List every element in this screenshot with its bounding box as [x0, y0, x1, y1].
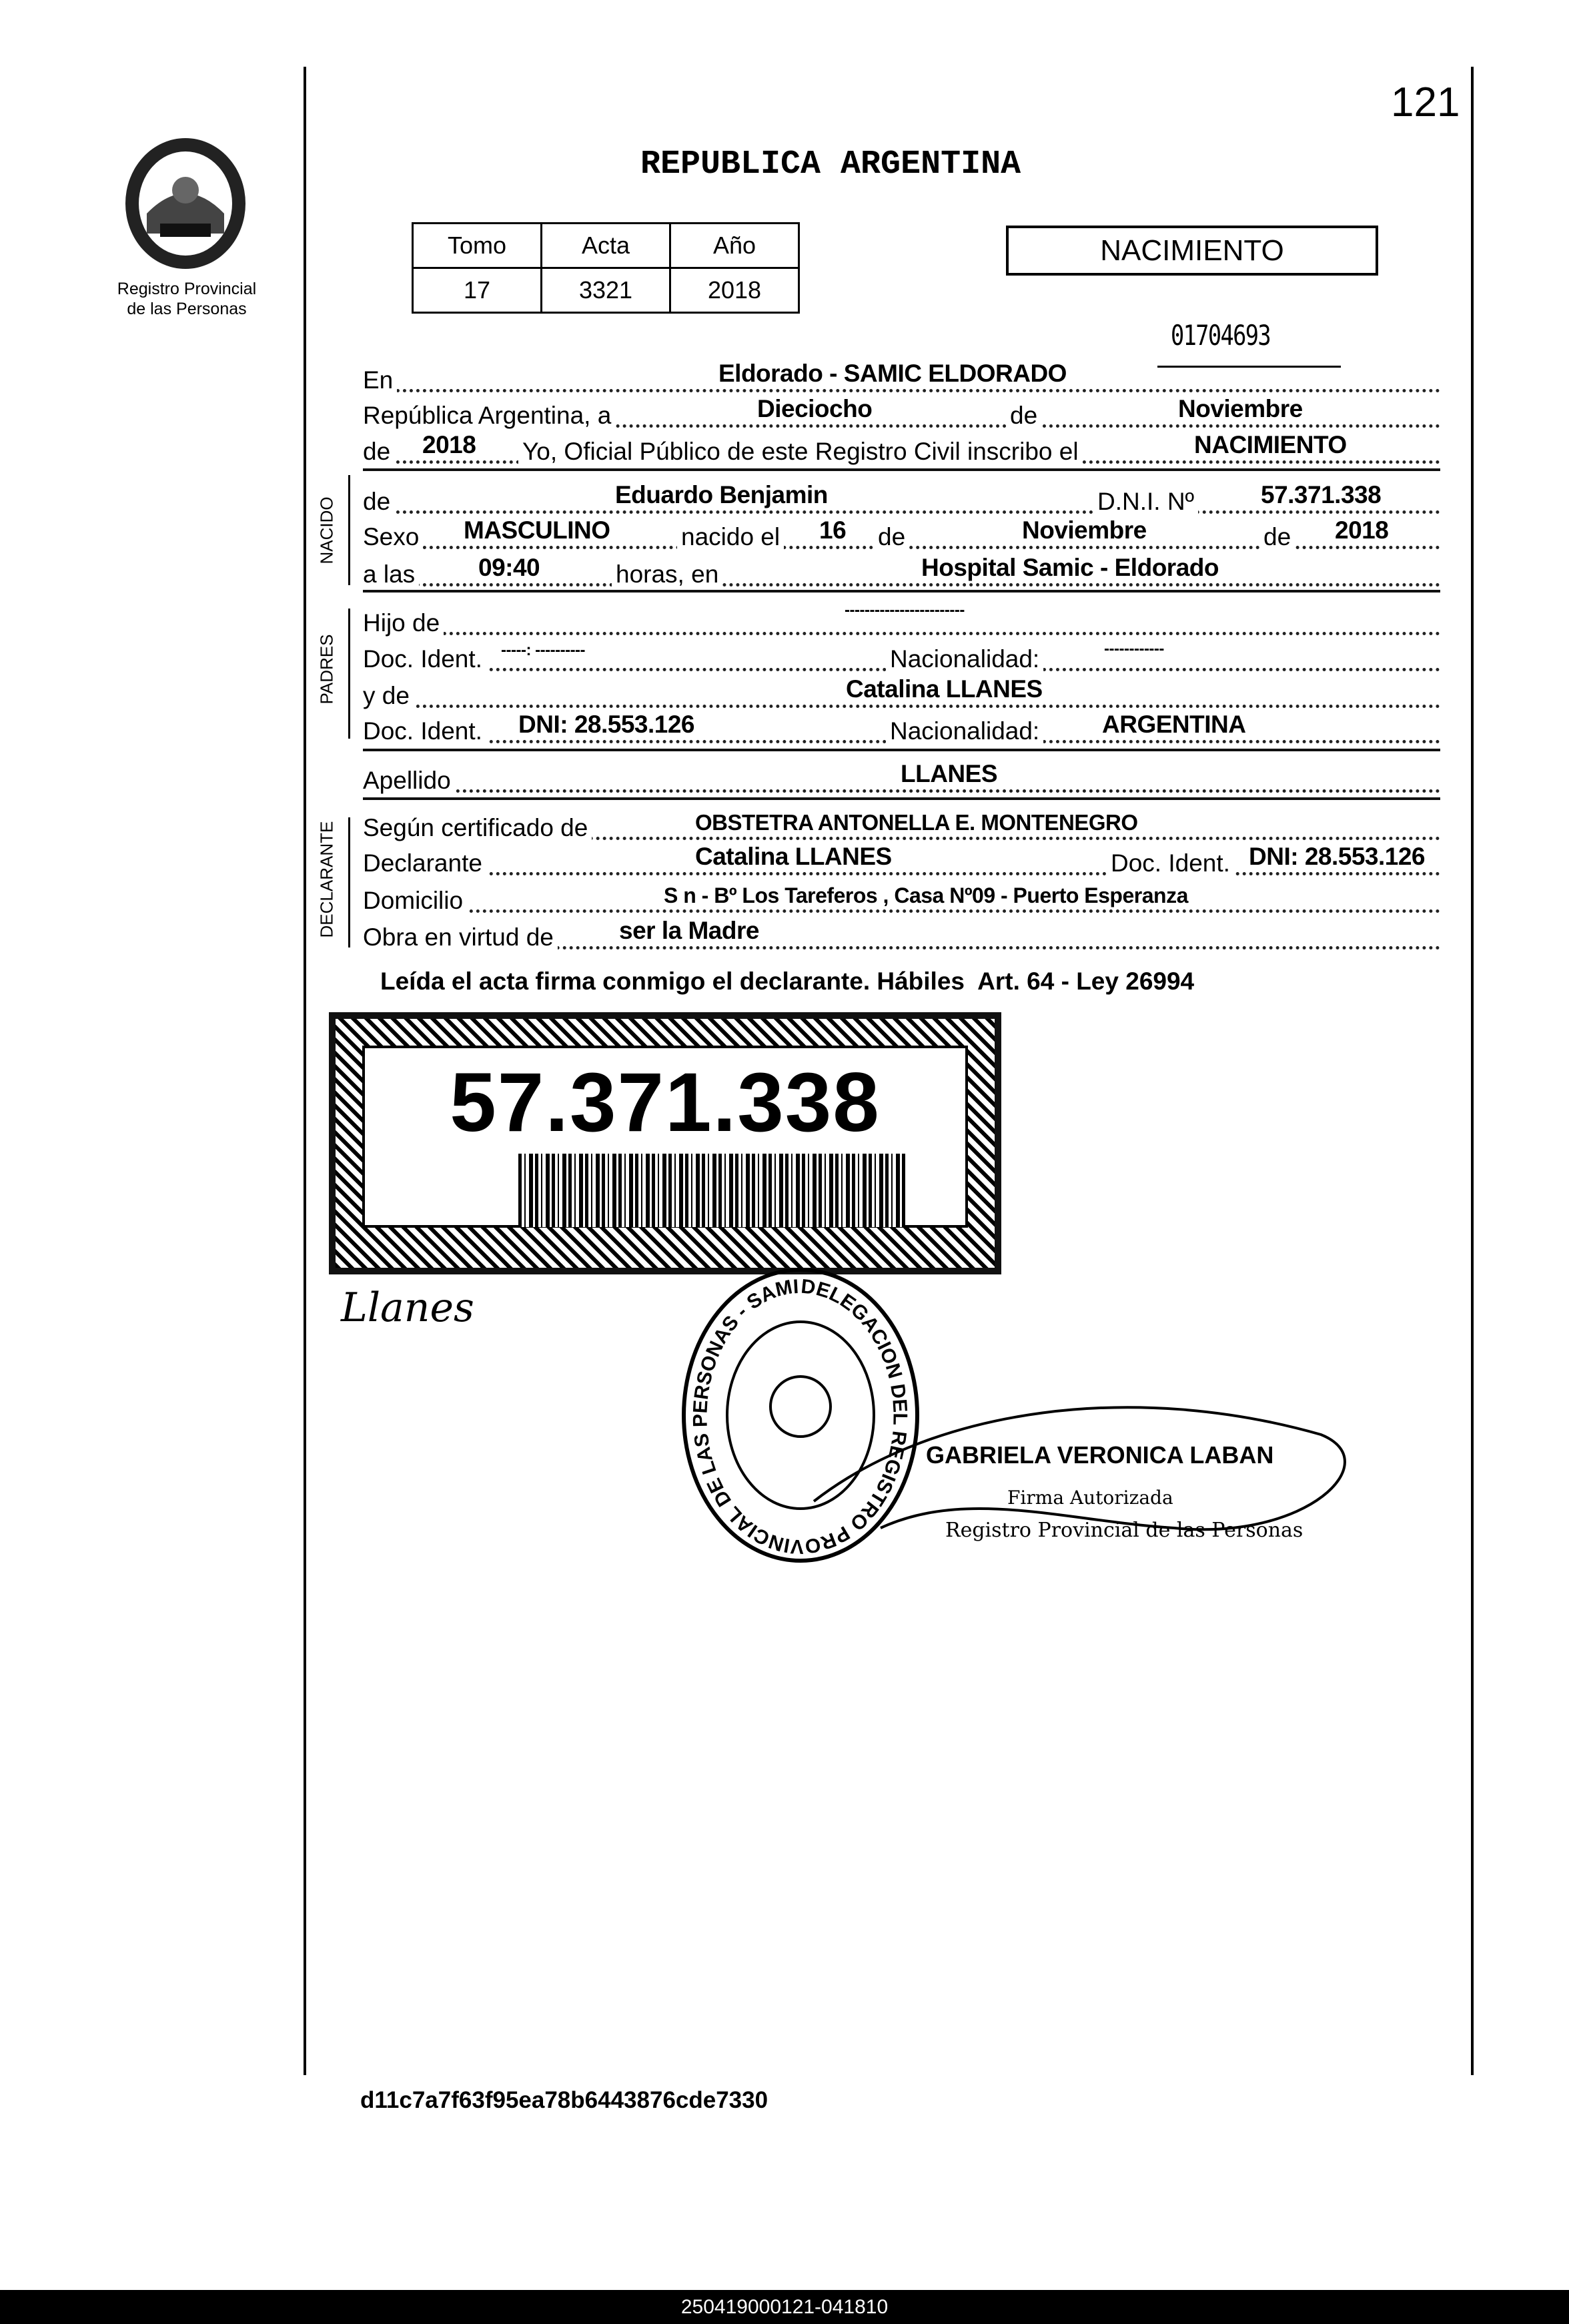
dni-stamp	[329, 1012, 1001, 1274]
label-apellido: Apellido	[363, 767, 455, 795]
row-doc-father	[363, 635, 1440, 671]
value-month: Noviembre	[1178, 395, 1303, 422]
row-year	[363, 427, 1440, 464]
value-surname: LLANES	[901, 760, 997, 787]
record-table	[412, 222, 800, 314]
value-acta: 3321	[542, 268, 670, 313]
footer-code: 250419000121-041810	[680, 2296, 889, 2318]
record-table-header	[413, 224, 799, 268]
label-nacionalidad-2: Nacionalidad:	[886, 717, 1043, 745]
value-mother: Catalina LLANES	[846, 675, 1043, 703]
declarante-bracket	[348, 817, 350, 947]
value-year: 2018	[422, 431, 476, 458]
row-sexo	[363, 512, 1440, 549]
value-sexo: MASCULINO	[464, 516, 610, 544]
label-de-year: de	[363, 438, 394, 466]
header-ano: Año	[670, 224, 799, 268]
label-de-2: de	[874, 523, 909, 551]
value-father-doc: -----: ----------	[501, 641, 586, 659]
value-address: S n - Bº Los Tareferos , Casa Nº09 - Puerto Esperanza	[664, 883, 1188, 907]
document-hash: d11c7a7f63f95ea78b6443876cde7330	[360, 2087, 768, 2113]
label-de-3: de	[1259, 523, 1295, 551]
nacido-bracket	[348, 475, 350, 585]
label-republica: República Argentina, a	[363, 402, 615, 430]
header-tomo: Tomo	[413, 224, 542, 268]
declarant-signature	[341, 1284, 474, 1331]
label-official: Yo, Oficial Público de este Registro Civil inscribo el	[518, 438, 1083, 466]
row-obra	[363, 913, 1440, 949]
divider	[363, 468, 1440, 471]
page-number: 121	[1391, 79, 1460, 125]
divider	[363, 797, 1440, 800]
row-en	[363, 356, 1440, 392]
value-declarant: Catalina LLANES	[695, 843, 892, 870]
value-birth-day: 16	[819, 516, 847, 544]
label-hijo: Hijo de	[363, 609, 444, 637]
value-time: 09:40	[478, 554, 540, 581]
divider	[363, 749, 1440, 751]
value-place: Eldorado - SAMIC ELDORADO	[718, 360, 1067, 387]
header-acta: Acta	[542, 224, 670, 268]
value-declarant-doc: DNI: 28.553.126	[1249, 843, 1426, 870]
section-declarante: DECLARANTE	[316, 821, 337, 938]
divider	[363, 590, 1440, 593]
value-ano: 2018	[670, 268, 799, 313]
value-mother-nationality: ARGENTINA	[1102, 711, 1246, 738]
dni-stamp-number: 57.371.338	[450, 1056, 881, 1149]
record-type-box: NACIMIENTO	[1006, 226, 1378, 276]
logo-caption-line1: Registro Provincial	[117, 280, 257, 298]
value-certifier: OBSTETRA ANTONELLA E. MONTENEGRO	[695, 810, 1138, 835]
label-doc-ident-3: Doc. Ident.	[1107, 849, 1234, 877]
label-sexo: Sexo	[363, 523, 423, 551]
label-nacido: nacido el	[677, 523, 784, 551]
label-nacionalidad: Nacionalidad:	[886, 645, 1043, 673]
footer-bar	[0, 2290, 1569, 2324]
official-role: Firma Autorizada	[1007, 1487, 1173, 1509]
value-tomo: 17	[413, 268, 542, 313]
value-dni: 57.371.338	[1261, 481, 1382, 508]
padres-bracket	[348, 609, 350, 739]
serial-number: 01704693	[1171, 319, 1271, 352]
value-birth-month: Noviembre	[1022, 516, 1147, 544]
row-apellido	[363, 756, 1440, 793]
left-margin-line	[304, 67, 306, 2075]
row-y-de	[363, 671, 1440, 708]
official-org: Registro Provincial de las Personas	[945, 1519, 1303, 1542]
section-padres: PADRES	[316, 634, 337, 705]
label-a-las: a las	[363, 560, 419, 589]
label-doc-ident-2: Doc. Ident.	[363, 717, 486, 745]
official-name: GABRIELA VERONICA LABAN	[926, 1441, 1274, 1469]
row-doc-mother	[363, 707, 1440, 743]
label-doc-ident: Doc. Ident.	[363, 645, 486, 673]
logo-caption-line2: de las Personas	[127, 300, 247, 318]
logo-caption	[93, 279, 280, 319]
row-domicilio	[363, 876, 1440, 913]
row-hijo	[363, 599, 1440, 635]
right-margin-line	[1471, 67, 1474, 2075]
declarant-signature-text: Llanes	[341, 1284, 474, 1331]
value-act: NACIMIENTO	[1194, 431, 1347, 458]
row-declarante	[363, 839, 1440, 875]
label-segun: Según certificado de	[363, 814, 592, 842]
label-dni: D.N.I. Nº	[1093, 488, 1198, 516]
row-republica	[363, 391, 1440, 428]
value-capacity: ser la Madre	[619, 917, 759, 944]
row-segun	[363, 803, 1440, 840]
value-birth-year: 2018	[1335, 516, 1389, 544]
record-table-values	[413, 268, 799, 313]
closing-statement: Leída el acta firma conmigo el declarante. Hábiles Art. 64 - Ley 26994	[380, 967, 1195, 995]
section-nacido: NACIDO	[316, 496, 337, 564]
document-title: REPUBLICA ARGENTINA	[640, 145, 1021, 183]
value-child-name: Eduardo Benjamin	[615, 481, 828, 508]
row-hora	[363, 550, 1440, 587]
barcode	[518, 1154, 905, 1227]
value-mother-doc: DNI: 28.553.126	[518, 711, 695, 738]
province-logo	[120, 133, 251, 274]
row-name	[363, 477, 1440, 514]
value-day: Dieciocho	[757, 395, 873, 422]
value-father: ------------------------	[845, 601, 965, 619]
seal-text: DELEGACION DEL REGISTRO PROVINCIAL DE LAS PERSONAS - SAMI	[689, 1275, 911, 1558]
value-father-nationality: ------------	[1104, 640, 1164, 658]
label-obra: Obra en virtud de	[363, 923, 558, 951]
label-de-name: de	[363, 488, 394, 516]
label-de: de	[1006, 402, 1041, 430]
value-birth-place: Hospital Samic - Eldorado	[921, 554, 1219, 581]
label-horas: horas, en	[612, 560, 722, 589]
label-declarante: Declarante	[363, 849, 486, 877]
label-domicilio: Domicilio	[363, 887, 467, 915]
label-en: En	[363, 366, 397, 394]
label-y-de: y de	[363, 682, 414, 710]
